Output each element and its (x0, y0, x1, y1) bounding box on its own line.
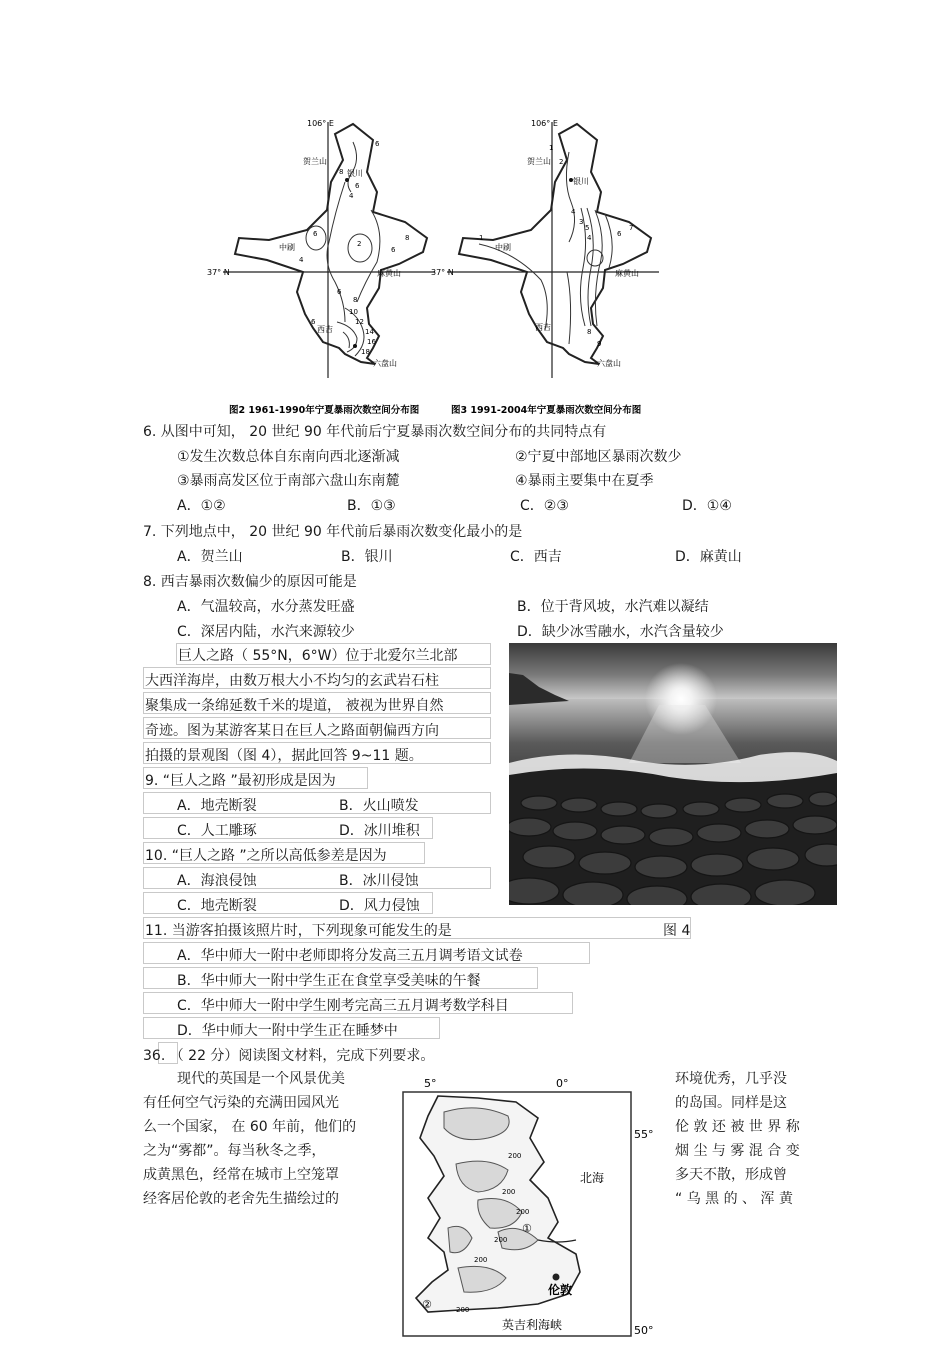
q10-option-c: C．地壳断裂 (177, 898, 257, 914)
q36-stem: 36. （ 22 分）阅读图文材料，完成下列要求。 (143, 1048, 435, 1064)
q36-right-line-2: 的岛国。同样是这 (675, 1095, 787, 1111)
caption-left: 图2 1961-1990年宁夏暴雨次数空间分布图 (229, 405, 420, 416)
q36-left-line-4: 之为“雾都”。每当秋冬之季， (143, 1143, 326, 1159)
q9-option-a: A．地壳断裂 (177, 798, 257, 814)
q36-right-line-6: “ 乌 黑 的 、 浑 黄 (675, 1191, 793, 1207)
q7-option-b: B．银川 (341, 549, 393, 565)
right-iso-11: 9 (597, 340, 602, 348)
q9-stem: 9. “巨人之路 ”最初形成是因为 (145, 773, 336, 789)
q10-stem: 10. “巨人之路 ”之所以高低参差是因为 (145, 848, 387, 864)
q36-left-line-3: 么一个国家， 在 60 年前，他们的 (143, 1119, 357, 1135)
q7-option-c: C．西吉 (510, 549, 562, 565)
left-place-liupanshan: 六盘山 (373, 359, 397, 368)
q11-option-c: C．华中师大一附中学生刚考完高三五月调考数学科目 (177, 998, 509, 1014)
left-place-yinchuan: 银川 (347, 169, 363, 178)
left-iso-1: 6 (375, 140, 380, 148)
uk-lat-50: 50° (634, 1324, 654, 1337)
q11-option-d: D．华中师大一附中学生正在睡梦中 (177, 1023, 398, 1039)
intro-line-5: 拍摄的景观图（图 4），据此回答 9~11 题。 (145, 748, 423, 764)
uk-mark-2: ② (422, 1298, 432, 1311)
left-iso-14: 12 (355, 318, 364, 326)
left-place-helanshan: 贺兰山 (303, 157, 327, 166)
intro-line-4: 奇迹。图为某游客某日在巨人之路面朝偏西方向 (145, 723, 439, 739)
ningxia-maps (195, 112, 675, 420)
left-iso-12: 6 (311, 318, 316, 326)
q6-statement-3: ③暴雨高发区位于南部六盘山东南麓 (177, 473, 400, 489)
uk-channel-label: 英吉利海峡 (502, 1318, 563, 1332)
right-place-helanshan: 贺兰山 (527, 157, 551, 166)
right-iso-9: 8 (587, 328, 592, 336)
right-place-liupanshan: 六盘山 (597, 359, 621, 368)
uk-contour-2: 200 (502, 1188, 516, 1196)
left-iso-10: 6 (337, 288, 342, 296)
right-iso-5: 5 (585, 224, 590, 232)
q36-left-line-1: 现代的英国是一个风景优美 (177, 1071, 345, 1087)
uk-contour-1: 200 (508, 1152, 522, 1160)
q11-option-b: B．华中师大一附中学生正在食堂享受美味的午餐 (177, 973, 481, 989)
right-place-xiji: 西吉 (535, 323, 551, 332)
q11-option-a: A．华中师大一附中老师即将分发高三五月调考语文试卷 (177, 948, 523, 964)
q6-option-c: C．②③ (520, 498, 569, 514)
uk-city-london: 伦敦 (548, 1283, 573, 1297)
left-iso-16: 16 (367, 338, 376, 346)
left-iso-9: 4 (299, 256, 304, 264)
q8-option-c: C．深居内陆，水汽来源较少 (177, 624, 355, 640)
q8-stem: 8. 西吉暴雨次数偏少的原因可能是 (143, 574, 357, 590)
left-iso-2: 8 (339, 168, 344, 176)
left-place-mahuangshan: 麻黄山 (377, 269, 401, 278)
q8-option-b: B．位于背风坡，水汽难以凝结 (517, 599, 709, 615)
q10-option-b: B．冰川侵蚀 (339, 873, 419, 889)
q6-option-b: B．①③ (347, 498, 396, 514)
intro-line-1: 巨人之路（ 55°N，6°W）位于北爱尔兰北部 (178, 648, 458, 664)
q6-statement-1: ①发生次数总体自东南向西北逐渐减 (177, 449, 400, 465)
q6-option-a: A．①② (177, 498, 226, 514)
right-place-zhongshua: 中刷 (495, 243, 511, 252)
right-iso-1: 1 (549, 144, 554, 152)
right-iso-10: 1 (479, 234, 484, 242)
map-right (431, 119, 659, 378)
giants-causeway-photo (509, 643, 837, 905)
left-iso-7: 8 (405, 234, 410, 242)
right-iso-3: 4 (571, 208, 576, 216)
q11-stem: 11. 当游客拍摄该照片时，下列现象可能发生的是 (145, 923, 452, 939)
q6-statement-4: ④暴雨主要集中在夏季 (515, 473, 654, 489)
left-iso-3: 6 (355, 182, 360, 190)
left-iso-13: 10 (349, 308, 358, 316)
intro-line-3: 聚集成一条绵延数千米的堤道， 被视为世界自然 (145, 698, 444, 714)
uk-contour-3: 200 (516, 1208, 530, 1216)
q9-option-b: B．火山喷发 (339, 798, 419, 814)
q10-option-d: D．风力侵蚀 (339, 898, 420, 914)
figure-4-label: 图 4 (663, 923, 691, 939)
uk-lon-0: 0° (556, 1077, 569, 1090)
right-iso-4: 3 (579, 218, 584, 226)
left-place-zhongshua: 中刷 (279, 243, 295, 252)
q36-right-line-1: 环境优秀，几乎没 (675, 1071, 787, 1087)
uk-map (398, 1072, 662, 1342)
q8-option-d: D．缺少冰雪融水，水汽含量较少 (517, 624, 724, 640)
q9-option-c: C．人工雕琢 (177, 823, 257, 839)
left-iso-8: 6 (391, 246, 396, 254)
q7-stem: 7. 下列地点中， 20 世纪 90 年代前后暴雨次数变化最小的是 (143, 524, 523, 540)
right-place-mahuangshan: 麻黄山 (615, 269, 639, 278)
right-iso-2: 2 (559, 158, 564, 166)
left-lat-label: 37° N (207, 268, 230, 277)
uk-contour-6: 200 (494, 1236, 508, 1244)
left-iso-15: 14 (365, 328, 374, 336)
q6-option-d: D．①④ (682, 498, 732, 514)
q36-right-line-3: 伦 敦 还 被 世 界 称 (675, 1119, 800, 1135)
intro-line-2: 大西洋海岸，由数万根大小不均匀的玄武岩石柱 (145, 673, 439, 689)
uk-sea-label: 北海 (580, 1171, 605, 1185)
map-left (207, 119, 435, 378)
right-lat-label: 37° N (431, 268, 454, 277)
left-iso-4: 4 (349, 192, 354, 200)
right-place-yinchuan: 银川 (573, 177, 589, 186)
q36-right-line-5: 多天不散，形成曾 (675, 1167, 787, 1183)
left-iso-5: 6 (313, 230, 318, 238)
q6-stem: 6. 从图中可知， 20 世纪 90 年代前后宁夏暴雨次数空间分布的共同特点有 (143, 424, 607, 440)
left-iso-17: 18 (361, 348, 370, 356)
q7-option-d: D．麻黄山 (675, 549, 742, 565)
q36-right-line-4: 烟 尘 与 雾 混 合 变 (675, 1143, 800, 1159)
caption-right: 图3 1991-2004年宁夏暴雨次数空间分布图 (451, 405, 642, 416)
q9-option-d: D．冰川堆积 (339, 823, 420, 839)
q36-left-line-2: 有任何空气污染的充满田园风光 (143, 1095, 339, 1111)
left-iso-6: 2 (357, 240, 362, 248)
left-lon-label: 106° E (307, 119, 334, 128)
right-iso-7: 6 (617, 230, 622, 238)
left-place-xiji: 西吉 (317, 325, 333, 334)
left-iso-11: 8 (353, 296, 358, 304)
uk-contour-5: 200 (456, 1306, 470, 1314)
uk-lon-5: 5° (424, 1077, 437, 1090)
right-iso-8: 7 (629, 224, 634, 232)
q36-left-line-6: 经客居伦敦的老舍先生描绘过的 (143, 1191, 339, 1207)
uk-mark-1: ① (522, 1222, 532, 1235)
q8-option-a: A．气温较高，水分蒸发旺盛 (177, 599, 355, 615)
uk-lat-55: 55° (634, 1128, 654, 1141)
right-iso-6: 4 (587, 234, 592, 242)
q36-left-line-5: 成黄黑色，经常在城市上空笼罩 (143, 1167, 339, 1183)
q10-option-a: A．海浪侵蚀 (177, 873, 257, 889)
q6-statement-2: ②宁夏中部地区暴雨次数少 (515, 449, 682, 465)
q7-option-a: A．贺兰山 (177, 549, 243, 565)
right-lon-label: 106° E (531, 119, 558, 128)
uk-contour-4: 200 (474, 1256, 488, 1264)
